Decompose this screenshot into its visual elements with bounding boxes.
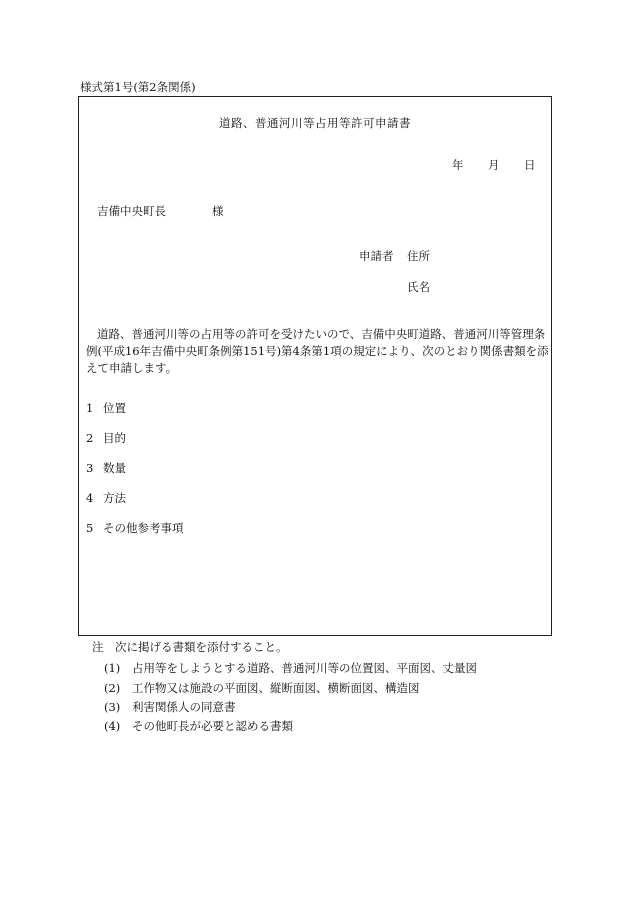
item-number: 1 [86,401,94,415]
application-statement [86,326,552,377]
attachment-item: 利害関係人の同意書 [132,700,236,714]
attachment-number: (2) [104,681,121,695]
address-label: 住所 [407,249,430,263]
date-year-label: 年 [452,158,464,172]
statement-line: えて申請します。 [86,361,178,375]
attachment-item: 工作物又は施設の平面図、縦断面図、横断面図、構造図 [132,681,420,695]
name-label: 氏名 [407,280,430,294]
date-month-label: 月 [488,158,500,172]
item-label: 方法 [103,491,126,505]
item-number: 4 [86,491,94,505]
statement-line: 例(平成16年吉備中央町条例第151号)第4条第1項の規定により、次のとおり関係書類を添 [86,344,549,358]
item-number: 3 [86,461,94,475]
statement-line: 道路、普通河川等の占用等の許可を受けたいので、吉備中央町道路、普通河川等管理条 [97,327,546,341]
applicant-label: 申請者 [359,249,394,263]
attachment-number: (3) [104,700,121,714]
item-number: 5 [86,521,94,535]
attachment-item: 占用等をしようとする道路、普通河川等の位置図、平面図、丈量図 [132,661,477,675]
item-label: 数量 [103,461,126,475]
item-number: 2 [86,431,94,445]
item-label: 位置 [103,401,126,415]
date-day-label: 日 [524,158,536,172]
form-number-label: 様式第1号(第2条関係) [80,80,196,94]
honorific: 様 [212,204,224,218]
attachment-number: (4) [104,719,121,733]
addressee: 吉備中央町長 [97,204,166,218]
document-title: 道路、普通河川等占用等許可申請書 [219,116,411,130]
item-label: 目的 [103,431,126,445]
attachment-item: その他町長が必要と認める書類 [132,719,293,733]
attachment-note-heading: 注 次に掲げる書類を添付すること。 [92,640,288,654]
item-label: その他参考事項 [103,521,184,535]
attachment-number: (1) [104,661,121,675]
